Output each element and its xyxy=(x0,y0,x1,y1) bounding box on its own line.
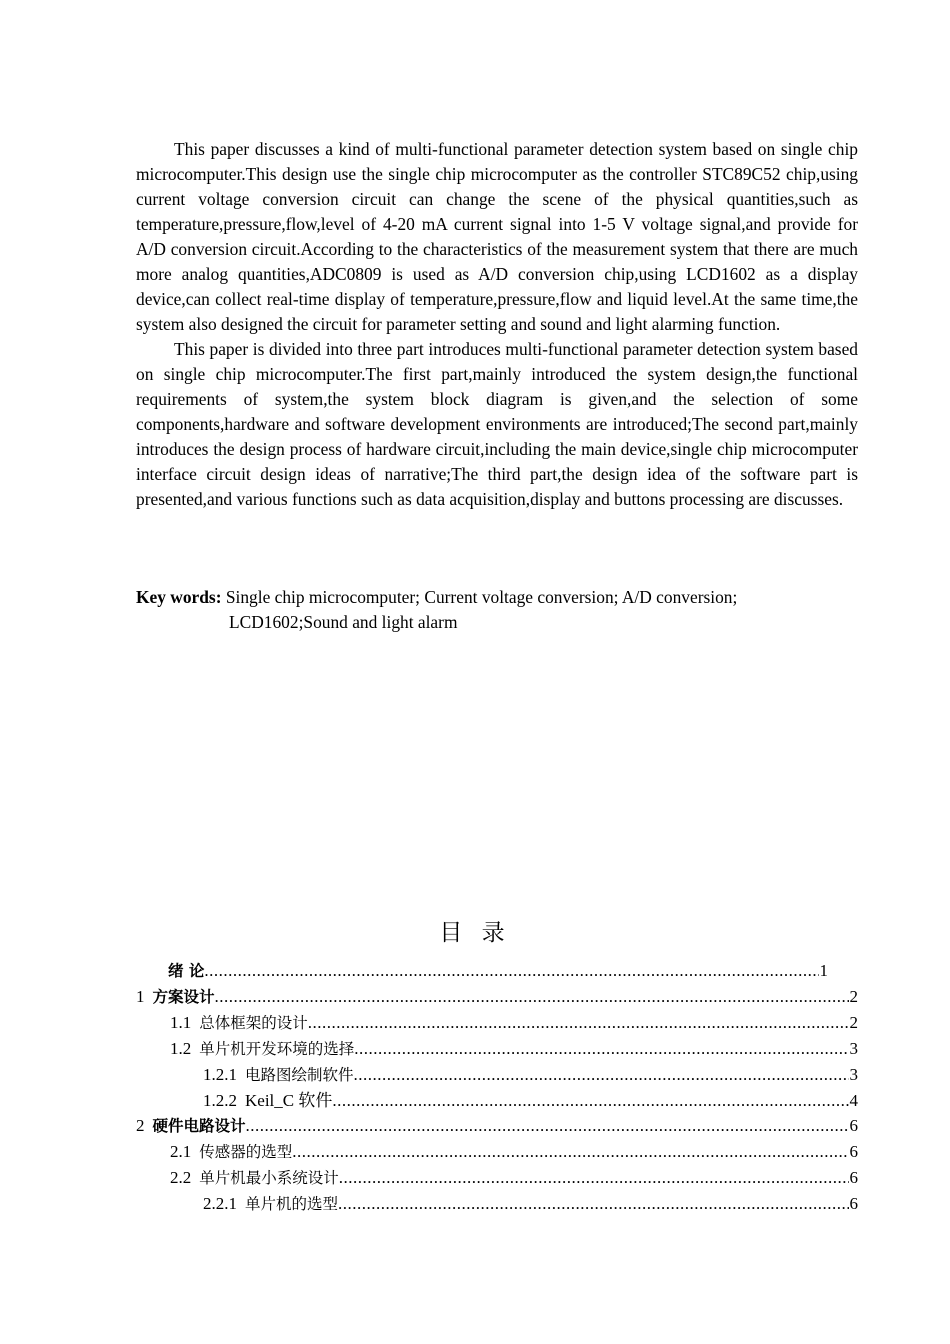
toc-leader-dots xyxy=(354,1062,849,1087)
toc-entry-page: 4 xyxy=(849,1091,858,1110)
toc-entry-number: 1.2.1 xyxy=(203,1065,237,1084)
toc-entry-page: 6 xyxy=(849,1116,858,1135)
toc-entry-title: 单片机的选型 xyxy=(245,1195,339,1213)
toc-entry[interactable] xyxy=(136,1062,858,1088)
abstract-paragraph-2: This paper is divided into three part introduces multi-functional parameter detection system based on single chip microcomputer.The first part,mainly introduced the system design,the functional requirements of system,the system block diagram is given,and the selection of some components,hardware and software development environments are introduced;The second part,mainly introduces the design process of hardware circuit,including the main device,single chip microcomputer interface circuit design ideas of narrative;The third part,the design idea of the software part is presented,and various functions such as data acquisition,display and buttons processing are discusses. xyxy=(136,339,858,509)
toc-entry-number: 1.2.2 xyxy=(203,1091,237,1110)
toc-entry-title: 传感器的选型 xyxy=(199,1143,293,1161)
toc-entry-page: 3 xyxy=(849,1065,858,1084)
toc-entry[interactable] xyxy=(136,1113,858,1139)
toc-entry-title: 绪 论 xyxy=(168,962,205,980)
toc-leader-dots xyxy=(339,1165,849,1190)
toc-entry[interactable] xyxy=(136,1010,858,1036)
toc-entry[interactable] xyxy=(136,1139,858,1165)
toc-entry-page: 3 xyxy=(849,1039,858,1058)
toc-entry-title: 总体框架的设计 xyxy=(199,1014,308,1032)
toc-leader-dots xyxy=(292,1139,848,1164)
toc-entry-title: Keil_C 软件 xyxy=(245,1091,333,1110)
toc-leader-dots xyxy=(204,958,818,983)
toc-entry[interactable] xyxy=(136,1191,858,1217)
toc-entry-title: 硬件电路设计 xyxy=(152,1117,246,1135)
toc-entry[interactable] xyxy=(136,1165,858,1191)
toc-entry-number: 1.2 xyxy=(170,1039,192,1058)
toc-entry-number: 2.2 xyxy=(170,1168,192,1187)
toc-entry-title: 电路图绘制软件 xyxy=(245,1066,354,1084)
toc-entry-number: 2.1 xyxy=(170,1142,192,1161)
toc-leader-dots xyxy=(215,984,849,1009)
toc-leader-dots xyxy=(246,1113,849,1138)
toc-entry[interactable] xyxy=(136,958,828,984)
toc-entry-number: 1 xyxy=(136,987,145,1006)
toc-leader-dots xyxy=(338,1191,848,1216)
toc-leader-dots xyxy=(308,1010,849,1035)
toc-entry-page: 6 xyxy=(849,1142,858,1161)
toc-entry-page: 6 xyxy=(849,1168,858,1187)
toc-entry-number: 2 xyxy=(136,1116,145,1135)
keywords-line-1 xyxy=(136,585,858,610)
toc-entry[interactable] xyxy=(136,1036,858,1062)
toc-entry-title: 单片机最小系统设计 xyxy=(199,1169,339,1187)
toc-entry-number: 2.2.1 xyxy=(203,1194,237,1213)
abstract-paragraph-1: This paper discusses a kind of multi-functional parameter detection system based on single chip microcomputer.This design use the single chip microcomputer as the controller STC89C52 chip,using current voltage conversion circuit can change the scene of the physical quantities,such as temperature,pressure,flow,level of 4-20 mA current signal into 1-5 V voltage signal,and provide for A/D conversion circuit.According to the characteristics of the measurement system that there are much more analog quantities,ADC0809 is used as A/D conversion chip,using LCD1602 as a display device,can collect real-time display of temperature,pressure,flow and liquid level.At the same time,the system also designed the circuit for parameter setting and sound and light alarming function. xyxy=(136,139,858,334)
table-of-contents xyxy=(136,958,858,1217)
toc-entry-title: 单片机开发环境的选择 xyxy=(199,1040,355,1058)
keywords-text-1: Single chip microcomputer; Current voltage conversion; A/D conversion; xyxy=(221,587,738,607)
toc-entry-title: 方案设计 xyxy=(152,988,215,1006)
keywords-line-2: LCD1602;Sound and light alarm xyxy=(229,612,458,632)
keywords-section xyxy=(136,585,858,635)
toc-entry-page: 6 xyxy=(849,1194,858,1213)
abstract-section xyxy=(136,137,858,512)
toc-entry[interactable] xyxy=(136,984,858,1010)
toc-leader-dots xyxy=(332,1088,848,1113)
toc-title: 目 录 xyxy=(439,920,511,946)
keywords-label: Key words: xyxy=(136,587,222,607)
toc-entry-page: 2 xyxy=(849,1013,858,1032)
toc-leader-dots xyxy=(354,1036,848,1061)
toc-entry[interactable] xyxy=(136,1088,858,1113)
toc-entry-page: 2 xyxy=(849,987,858,1006)
toc-entry-page: 1 xyxy=(819,961,828,980)
toc-entry-number: 1.1 xyxy=(170,1013,192,1032)
